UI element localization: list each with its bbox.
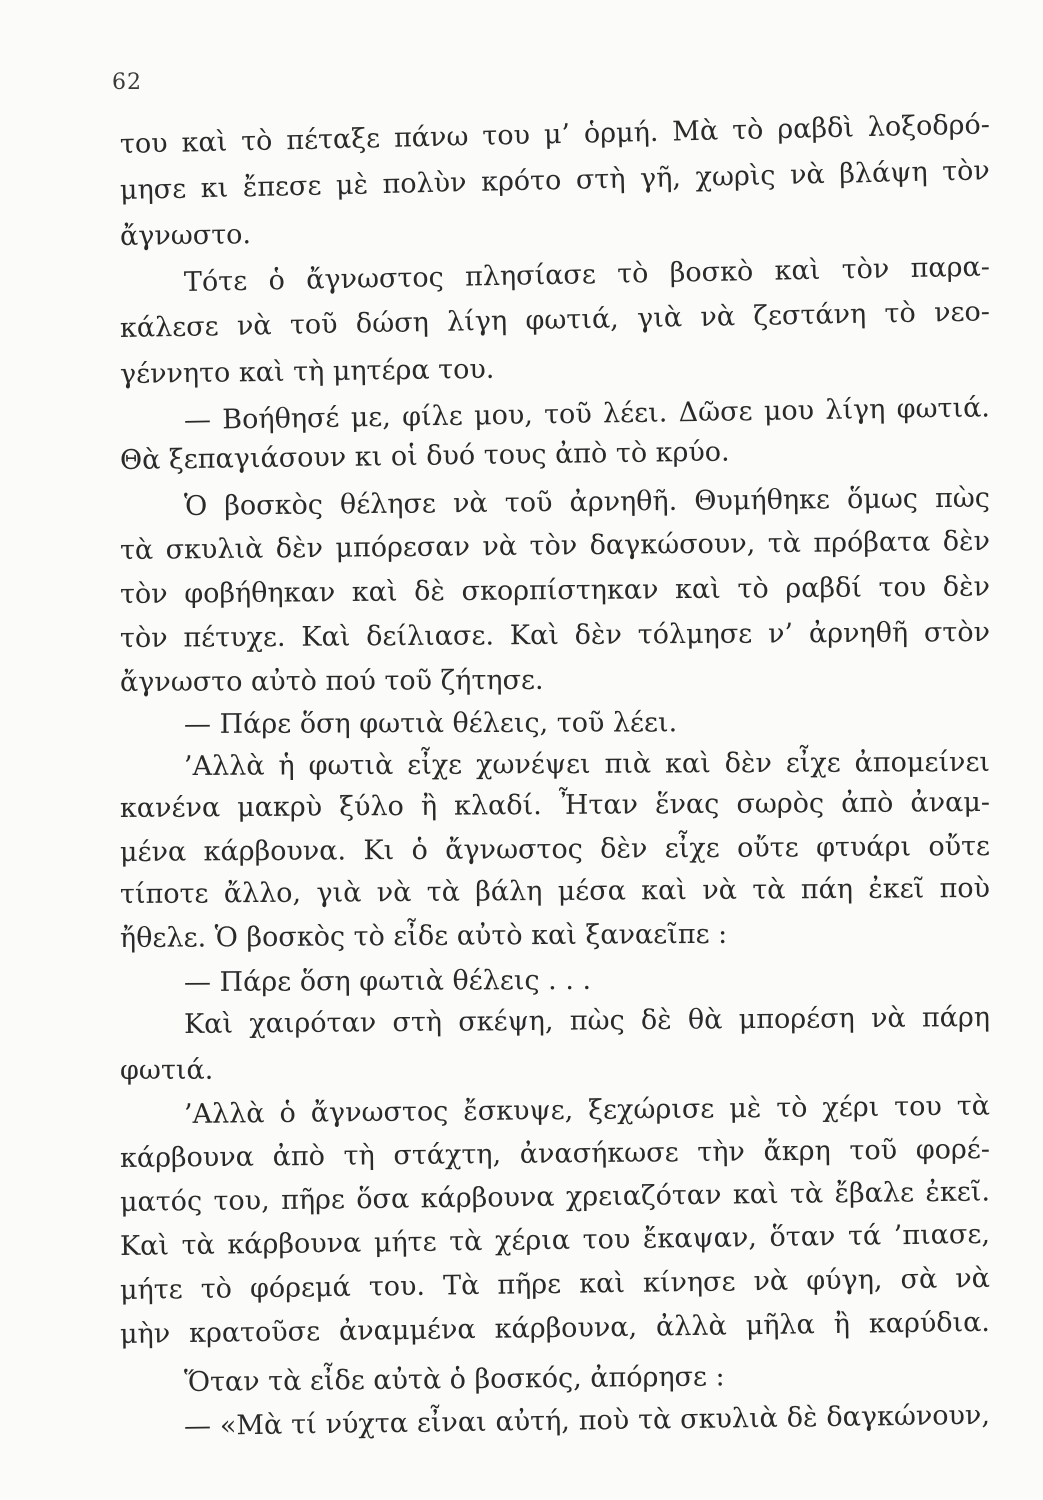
text-line: ’Αλλὰ ἡ φωτιὰ εἶχε χωνέψει πιὰ καὶ δὲν εἶχε ἀπομείνει: [183, 746, 991, 782]
text-line: ἄγνωστο αὐτὸ πού τοῦ ζήτησε.: [119, 664, 544, 698]
text-line: μησε κι ἔπεσε μὲ πολὺν κρότο στὴ γῆ, χωρὶς νὰ βλάψη τὸν: [119, 155, 991, 206]
text-line: — Πάρε ὅση φωτιὰ θέλεις . . .: [183, 964, 592, 998]
text-line: ἄγνωστο.: [119, 219, 252, 252]
text-line: μὴν κρατοῦσε ἀναμμένα κάρβουνα, ἀλλὰ μῆλα ἢ καρύδια.: [119, 1306, 991, 1350]
text-line: Καὶ χαιρόταν στὴ σκέψη, πὼς δὲ θὰ μπορέση νὰ πάρη: [183, 1001, 991, 1040]
text-line: μένα κάρβουνα. Κι ὁ ἄγνωστος δὲν εἶχε οὔτε φτυάρι οὔτε: [119, 830, 991, 868]
text-line: κάλεσε νὰ τοῦ δώση λίγη φωτιά, γιὰ νὰ ζεστάνη τὸ νεο-: [119, 296, 991, 344]
text-line: Θὰ ξεπαγιάσουν κι οἱ δυό τους ἀπὸ τὸ κρύο.: [119, 436, 730, 476]
page-number: 62: [112, 70, 142, 95]
text-line: φωτιά.: [119, 1054, 214, 1086]
text-line: μήτε τὸ φόρεμά του. Τὰ πῆρε καὶ κίνησε νὰ φύγη, σὰ νὰ: [119, 1262, 991, 1306]
text-line: — Πάρε ὅση φωτιὰ θέλεις, τοῦ λέει.: [183, 707, 678, 740]
text-line: ματός του, πῆρε ὅσα κάρβουνα χρειαζόταν καὶ τὰ ἔβαλε ἐκεῖ.: [119, 1176, 991, 1218]
text-line: γέννητο καὶ τὴ μητέρα του.: [119, 353, 495, 390]
text-line: κανένα μακρὺ ξύλο ἢ κλαδί. Ἦταν ἕνας σωρὸς ἀπὸ ἀναμ-: [119, 786, 991, 824]
text-line: κάρβουνα ἀπὸ τὴ στάχτη, ἀνασήκωσε τὴν ἄκρη τοῦ φορέ-: [119, 1133, 991, 1174]
text-line: Ὅταν τὰ εἶδε αὐτὰ ὁ βοσκός, ἀπόρησε :: [183, 1361, 725, 1398]
text-line: Τότε ὁ ἄγνωστος πλησίασε τὸ βοσκὸ καὶ τὸν παρα-: [183, 251, 991, 298]
text-line: τὰ σκυλιὰ δὲν μπόρεσαν νὰ τὸν δαγκώσουν, τὰ πρόβατα δὲν: [119, 525, 991, 566]
text-line: Καὶ τὰ κάρβουνα μήτε τὰ χέρια του ἔκαψαν, ὅταν τά ’πιασε,: [119, 1218, 991, 1262]
text-line: — «Μὰ τί νύχτα εἶναι αὐτή, ποὺ τὰ σκυλιὰ δὲ δαγκώνουν,: [183, 1399, 991, 1442]
text-line: ἤθελε. Ὁ βοσκὸς τὸ εἶδε αὐτὸ καὶ ξαναεῖπε :: [119, 918, 728, 954]
text-line: Ὁ βοσκὸς θέλησε νὰ τοῦ ἀρνηθῆ. Θυμήθηκε ὅμως πὼς: [183, 482, 991, 522]
text-line: ’Αλλὰ ὁ ἄγνωστος ἔσκυψε, ξεχώρισε μὲ τὸ χέρι του τὰ: [183, 1090, 991, 1130]
text-line: τὸν πέτυχε. Καὶ δείλιασε. Καὶ δὲν τόλμησε ν’ ἀρνηθῆ στὸν: [119, 616, 991, 654]
text-line: τὸν φοβήθηκαν καὶ δὲ σκορπίστηκαν καὶ τὸ ραβδί του δὲν: [119, 571, 991, 610]
text-line: τίποτε ἄλλο, γιὰ νὰ τὰ βάλη μέσα καὶ νὰ τὰ πάη ἐκεῖ ποὺ: [119, 872, 991, 910]
text-line: του καὶ τὸ πέταξε πάνω του μ’ ὁρμή. Μὰ τὸ ραβδὶ λοξοδρό-: [119, 109, 991, 160]
body-text: [119, 109, 991, 1458]
text-line: — Βοήθησέ με, φίλε μου, τοῦ λέει. Δῶσε μου λίγη φωτιά.: [183, 392, 991, 436]
